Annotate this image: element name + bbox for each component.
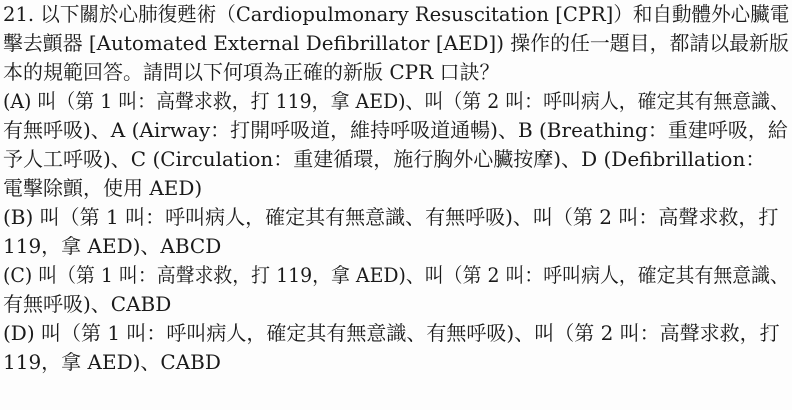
option-a-line-4: 電擊除顫，使用 AED): [3, 176, 203, 200]
question-line-3: 本的規範回答。請問以下何項為正確的新版 CPR 口訣？: [3, 60, 500, 84]
option-a-line-3: 予人工呼吸)、C (Circulation：重建循環，施行胸外心臟按摩)、D (Defibrillation：: [3, 147, 766, 171]
question-line-2: 擊去顫器 [Automated External Defibrillator [AED]) 操作的任一題目，都請以最新版: [3, 31, 789, 55]
option-d-line-2: 119，拿 AED)、CABD: [3, 350, 221, 374]
option-d-line-1: (D) 叫（第 1 叫：呼叫病人，確定其有無意識、有無呼吸)、叫（第 2 叫：高聲求救，打: [3, 321, 780, 345]
question-line-1: 21. 以下關於心肺復甦術（Cardiopulmonary Resuscitation [CPR]）和自動體外心臟電: [3, 2, 790, 26]
option-b-line-2: 119，拿 AED)、ABCD: [3, 234, 222, 258]
option-c-line-2: 有無呼吸)、CABD: [3, 292, 172, 316]
option-c-line-1: (C) 叫（第 1 叫：高聲求救，打 119，拿 AED)、叫（第 2 叫：呼叫病人，確定其有無意識、: [3, 263, 789, 287]
option-a-line-1: (A) 叫（第 1 叫：高聲求救，打 119，拿 AED)、叫（第 2 叫：呼叫病人，確定其有無意識、: [3, 89, 790, 113]
option-b-line-1: (B) 叫（第 1 叫：呼叫病人，確定其有無意識、有無呼吸)、叫（第 2 叫：高聲求救，打: [3, 205, 779, 229]
option-a-line-2: 有無呼吸)、A (Airway：打開呼吸道，維持呼吸道通暢)、B (Breathing：重建呼吸，給: [3, 118, 788, 142]
